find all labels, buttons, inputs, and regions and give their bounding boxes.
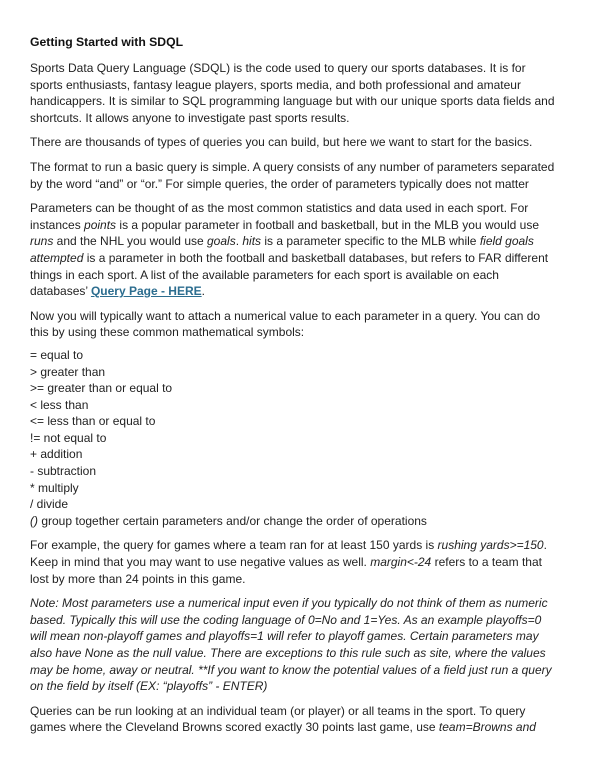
text-run: is a parameter specific to the MLB while — [261, 234, 480, 249]
param-hits: hits — [242, 234, 262, 249]
text-run: . Keep in mind that you may want to use negative values as well. — [30, 538, 547, 570]
symbol-item: - subtraction — [30, 464, 97, 479]
symbol-item: / divide — [30, 497, 69, 512]
param-field-goals-attempted: field goals attempted — [30, 234, 534, 265]
symbol-item: > greater than — [30, 364, 106, 379]
symbol-item: < less than — [30, 397, 89, 412]
symbol-list — [30, 347, 556, 530]
param-runs: runs — [30, 234, 54, 249]
symbol-item: = equal to — [30, 347, 84, 362]
format-paragraph: The format to run a basic query is simple. A query consists of any number of parameters separated by the word “and” or “or.” For simple queries, the order of parameters typically does not matter — [30, 159, 555, 191]
symbol-item: + addition — [30, 447, 83, 462]
example-rushing-yards: rushing yards>=150 — [437, 538, 544, 553]
param-goals: goals — [207, 234, 236, 249]
text-run: refers to a team that lost by more than 24 points in this game. — [30, 555, 542, 586]
text-run: and the NHL you would use — [53, 234, 207, 249]
example-paragraph — [30, 537, 556, 587]
text-run: Queries can be run looking at an individual team (or player) or all teams in the sport. To query games where the Cleveland Browns scored exactly 30 points last game, use — [30, 703, 526, 735]
text-run: Parameters can be thought of as the most common statistics and data used in each sport. For instances — [30, 201, 529, 232]
text-run: is a popular parameter in football and basketball, but in the MLB you would use — [116, 217, 539, 232]
team-query-paragraph — [30, 703, 556, 736]
text-run: . — [235, 234, 243, 249]
text-run: is a parameter in both the football and basketball databases, but refers to FAR different things in each sport. A list of the available parameters for each sport is available on each databases’ — [30, 250, 549, 299]
symbols-intro-paragraph: Now you will typically want to attach a numerical value to each parameter in a query. You can do this by using these common mathematical symbols: — [30, 308, 541, 340]
symbol-item-parentheses — [30, 513, 556, 530]
symbol-item: != not equal to — [30, 430, 107, 445]
symbol-item: <= less than or equal to — [30, 414, 156, 429]
example-margin: margin<-24 — [370, 555, 432, 570]
paren-symbol: () — [30, 513, 38, 528]
example-team-query: team=Browns and — [438, 720, 536, 735]
paren-description: group together certain parameters and/or change the order of operations — [38, 513, 427, 528]
parameters-paragraph — [30, 200, 556, 300]
intro-paragraph: Sports Data Query Language (SDQL) is the code used to query our sports databases. It is for sports enthusiasts, fantasy league players, sports media, and both professional and amateur handicappers. It is similar to SQL programming language but with our unique sports data fields and shortcuts. It allows anyone to investigate past sports results. — [30, 61, 555, 125]
text-run: . — [201, 284, 205, 299]
symbol-item: >= greater than or equal to — [30, 381, 173, 396]
basics-paragraph: There are thousands of types of queries you can build, but here we want to start for the basics. — [30, 135, 533, 150]
symbol-item: * multiply — [30, 480, 79, 495]
note-paragraph: Note: Most parameters use a numerical input even if you typically do not think of them as numeric based. Typically this will use the coding language of 0=No and 1=Yes. As an example playoffs=0 will mean non-playoff games and playoffs=1 will refer to playoff games. Certain parameters may also have None as the null value. There are exceptions to this rule such as site, where the values may be home, away or neutral. **If you want to know the potential values of a field just run a query on the field by itself (EX: “playoffs” - ENTER) — [30, 596, 552, 694]
page-title: Getting Started with SDQL — [30, 35, 184, 49]
query-page-link[interactable]: Query Page - HERE — [90, 284, 202, 299]
param-points: points — [84, 217, 117, 232]
text-run: For example, the query for games where a team ran for at least 150 yards is — [30, 538, 438, 553]
